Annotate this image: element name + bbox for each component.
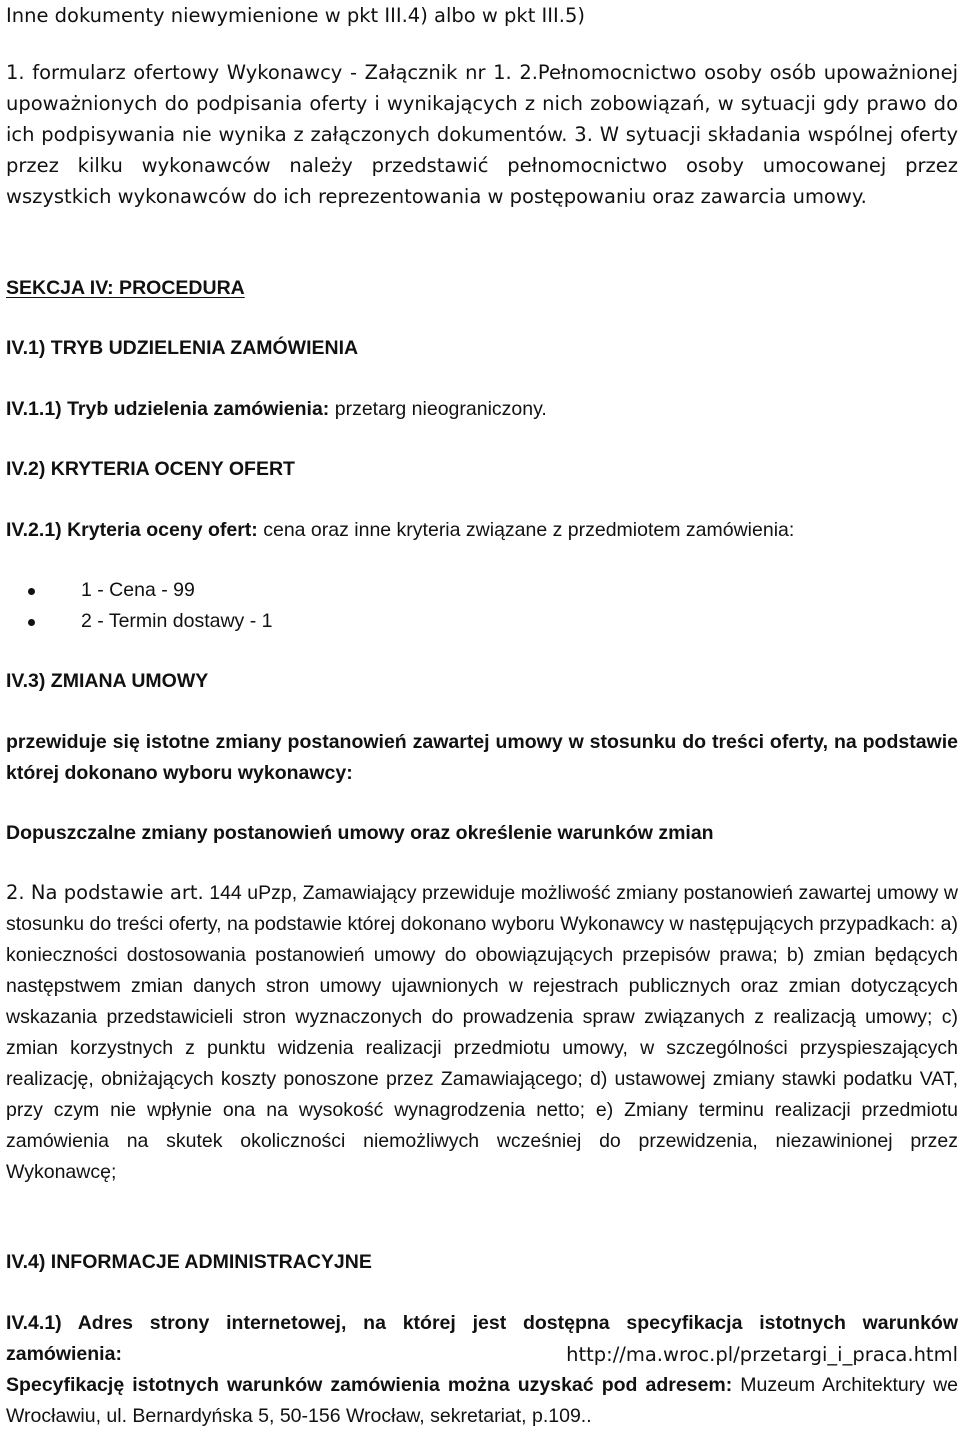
iv11-label: IV.1.1) Tryb udzielenia zamówienia: <box>6 398 330 420</box>
iv11-value: przetarg nieograniczony. <box>334 398 547 420</box>
intro-line: Inne dokumenty niewymienione w pkt III.4) albo w pkt III.5) <box>6 4 586 27</box>
intro-paragraph: 1. formularz ofertowy Wykonawcy - Załącznik nr 1. 2.Pełnomocnictwo osoby osób upoważnionej upoważnionych do podpisania oferty i wynikających z nich zobowiązań, w sytuacji gdy prawo do ich podpisywania nie wynika z załączonych dokumentów. 3. W sytuacji składania wspólnej oferty przez kilku wykonawców należy przedstawić pełnomocnictwo osoby umocowanej przez wszystkich wykonawców do ich reprezentowania w postępowaniu oraz zawarcia umowy. <box>6 61 958 208</box>
iv21-label: IV.2.1) Kryteria oceny ofert: <box>6 519 258 541</box>
heading-iv4: IV.4) INFORMACJE ADMINISTRACYJNE <box>6 1251 372 1273</box>
heading-iv3: IV.3) ZMIANA UMOWY <box>6 670 209 692</box>
list-item: 2 - Termin dostawy - 1 <box>6 606 272 637</box>
heading-iv1: IV.1) TRYB UDZIELENIA ZAMÓWIENIA <box>6 337 359 359</box>
iv3-statement: przewiduje się istotne zmiany postanowień zawartej umowy w stosunku do treści oferty, na podstawie której dokonano wyboru wykonawcy: <box>6 731 958 784</box>
criteria-list <box>6 575 272 637</box>
iv3-paragraph-prefix: 2. Na podstawie art. <box>6 881 204 904</box>
list-item: 1 - Cena - 99 <box>6 575 272 606</box>
iv3-paragraph-body: 144 uPzp, Zamawiający przewiduje możliwość zmiany postanowień zawartej umowy w stosunku do treści oferty, na podstawie której dokonano wyboru Wykonawcy w następujących przypadkach: a) konieczności dostosowania postanowień umowy do obowiązujących przepisów prawa; b) zmian będących następstwem zmian danych stron umowy ujawnionych w rejestrach publicznych oraz zmian dotyczących wskazania przedstawicieli stron wyznaczonych do prowadzenia spraw związanych z realizacją umowy; c) zmian korzystnych z punktu widzenia realizacji przedmiotu umowy, w szczególności przyspieszających realizację, obniżających koszty ponoszone przez Zamawiającego; d) ustawowej zmiany stawki podatku VAT, przy czym nie wpłynie ona na wysokość wynagrodzenia netto; e) Zmiany terminu realizacji przedmiotu zamówienia na skutek okoliczności niemożliwych wcześniej do przewidzenia, niezawinionej przez Wykonawcę; <box>6 882 959 1183</box>
iv21-line <box>6 515 958 546</box>
iv3-paragraph <box>6 877 958 1188</box>
iv11-line <box>6 394 958 425</box>
spec-address-line <box>6 1370 958 1432</box>
spec-value: Muzeum Architektury we Wrocławiu, ul. Bernardyńska 5, 50-156 Wrocław, sekretariat, p.109.. <box>6 1374 959 1427</box>
iv21-value: cena oraz inne kryteria związane z przedmiotem zamówienia: <box>263 519 795 541</box>
section-title: SEKCJA IV: PROCEDURA <box>6 277 245 299</box>
iv3-subheading: Dopuszczalne zmiany postanowień umowy oraz określenie warunków zmian <box>6 822 714 844</box>
spec-url-link[interactable]: http://ma.wroc.pl/przetargi_i_praca.html <box>558 1339 958 1370</box>
spec-label: Specyfikację istotnych warunków zamówienia można uzyskać pod adresem: <box>6 1374 733 1396</box>
iv41-label: IV.4.1) Adres strony internetowej, na której jest dostępna specyfikacja istotnych warunków zamówienia: <box>6 1312 958 1365</box>
heading-iv2: IV.2) KRYTERIA OCENY OFERT <box>6 458 295 480</box>
